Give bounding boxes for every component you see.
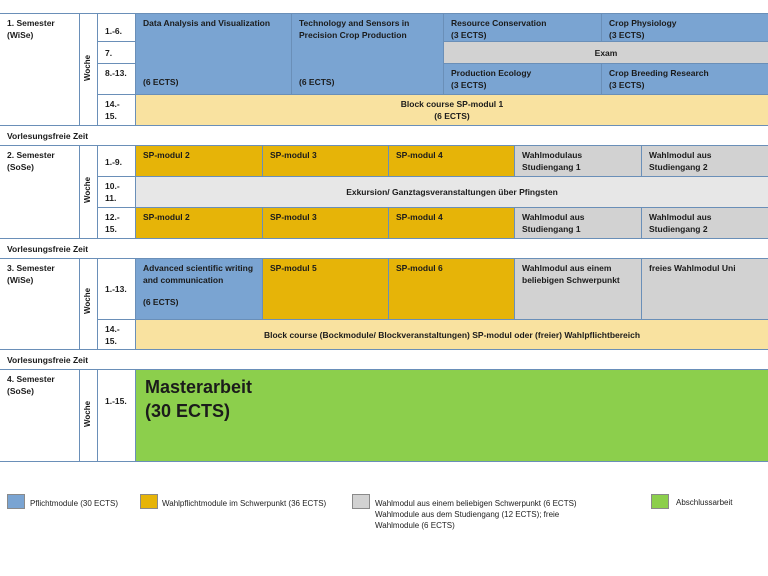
block-course-sp1 [136, 95, 768, 126]
week-range: 1.-9. [98, 146, 136, 177]
module-ects: (6 ECTS) [143, 297, 179, 307]
week-range: 14.- 15. [98, 95, 136, 126]
wahlmodul-cell: Wahlmodul aus Studiengang 2 [642, 146, 768, 177]
legend-swatch-wahlpflicht [140, 494, 158, 509]
module-ects: (3 ECTS) [451, 30, 487, 40]
block-course-row [136, 320, 768, 350]
module-title: Block course SP-modul 1 [400, 99, 504, 109]
woche-label: Woche [83, 287, 92, 315]
woche-column [80, 370, 98, 462]
module-title: Technology and Sensors in Precision Crop Production [299, 18, 410, 40]
module-ects: (3 ECTS) [609, 80, 645, 90]
legend-label: Abschlussarbeit [676, 498, 733, 507]
sp-modul-cell: SP-modul 4 [389, 208, 515, 239]
week-range: 7. [98, 42, 136, 64]
legend-swatch-abschluss [651, 494, 669, 509]
semester-title: 4. Semester [7, 374, 55, 384]
wahlmodul-cell: Wahlmodul aus Studiengang 2 [642, 208, 768, 239]
sp-modul-cell: SP-modul 2 [136, 208, 263, 239]
woche-label: Woche [83, 400, 92, 428]
masterarbeit-ects: (30 ECTS) [145, 401, 231, 421]
week-range: 10.- 11. [98, 177, 136, 208]
sp-modul-cell: SP-modul 5 [263, 259, 389, 320]
module-ects: (6 ECTS) [299, 77, 335, 87]
sp-modul-cell: SP-modul 2 [136, 146, 263, 177]
module-resource-conservation [444, 14, 602, 42]
week-range: 8.-13. [98, 64, 136, 95]
semester-2-label [0, 146, 80, 239]
module-title: Crop Breeding Research [609, 68, 709, 78]
week-range: 12.- 15. [98, 208, 136, 239]
semester-title: 3. Semester [7, 263, 55, 273]
module-ects: (6 ECTS) [143, 77, 179, 87]
excursion-row [136, 177, 768, 208]
lecture-free-time: Vorlesungsfreie Zeit [0, 239, 768, 258]
semester-season: (SoSe) [7, 162, 34, 172]
exam-label: Exam [594, 47, 618, 58]
module-ects: (6 ECTS) [434, 111, 470, 121]
module-title: Production Ecology [451, 68, 532, 78]
week-range: 14.- 15. [98, 320, 136, 350]
module-crop-breeding [602, 64, 768, 95]
week-range: 1.-15. [98, 370, 136, 462]
semester-season: (WiSe) [7, 275, 34, 285]
masterarbeit-title: Masterarbeit [145, 377, 253, 397]
sp-modul-cell: SP-modul 3 [263, 208, 389, 239]
module-title: Advanced scientific writing and communication [143, 263, 254, 285]
masterarbeit-cell [136, 370, 768, 462]
semester-3-label [0, 259, 80, 350]
sp-modul-cell: SP-modul 3 [263, 146, 389, 177]
module-data-analysis [136, 14, 292, 95]
woche-column [80, 259, 98, 350]
module-title: Crop Physiology [609, 18, 677, 28]
semester-title: 1. Semester [7, 18, 55, 28]
woche-column [80, 146, 98, 239]
lecture-free-time: Vorlesungsfreie Zeit [0, 126, 768, 146]
module-title: Resource Conservation [451, 18, 547, 28]
semester-title: 2. Semester [7, 150, 55, 160]
module-title: Data Analysis and Visualization [143, 18, 271, 28]
module-tech-sensors [292, 14, 444, 95]
woche-column [80, 14, 98, 126]
module-ects: (3 ECTS) [609, 30, 645, 40]
excursion-label: Exkursion/ Ganztagsveranstaltungen über Pfingsten [346, 187, 558, 197]
week-range: 1.-13. [98, 259, 136, 320]
woche-label: Woche [83, 54, 92, 82]
module-ects: (3 ECTS) [451, 80, 487, 90]
semester-season: (WiSe) [7, 30, 34, 40]
wahlmodul-cell: Wahlmodul aus einem beliebigen Schwerpunkt [515, 259, 642, 320]
semester-season: (SoSe) [7, 386, 34, 396]
module-advanced-writing [136, 259, 263, 320]
sp-modul-cell: SP-modul 6 [389, 259, 515, 320]
legend-label: Wahlmodul aus einem beliebigen Schwerpunkt (6 ECTS) Wahlmodule aus dem Studiengang (12 ECTS); freie Wahlmodule (6 ECTS) [375, 499, 577, 530]
woche-label: Woche [83, 176, 92, 204]
legend-swatch-pflicht [7, 494, 25, 509]
legend-label: Pflichtmodule (30 ECTS) [30, 499, 119, 508]
week-range: 1.-6. [98, 14, 136, 42]
semester-1-label [0, 14, 80, 126]
lecture-free-time: Vorlesungsfreie Zeit [0, 350, 768, 369]
legend-swatch-wahlmodul [352, 494, 370, 509]
block-course-label: Block course (Bockmodule/ Blockveranstaltungen) SP-modul oder (freier) Wahlpflichtbereich [263, 329, 641, 340]
exam-cell [444, 42, 768, 64]
sp-modul-cell: SP-modul 4 [389, 146, 515, 177]
semester-4-label [0, 370, 80, 462]
wahlmodul-cell: Wahlmodul aus Studiengang 1 [515, 208, 642, 239]
wahlmodul-cell: Wahlmodulaus Studiengang 1 [515, 146, 642, 177]
wahlmodul-cell: freies Wahlmodul Uni [642, 259, 768, 320]
module-crop-physiology [602, 14, 768, 42]
module-production-ecology [444, 64, 602, 95]
legend-label: Wahlpflichtmodule im Schwerpunkt (36 ECTS) [162, 499, 327, 508]
